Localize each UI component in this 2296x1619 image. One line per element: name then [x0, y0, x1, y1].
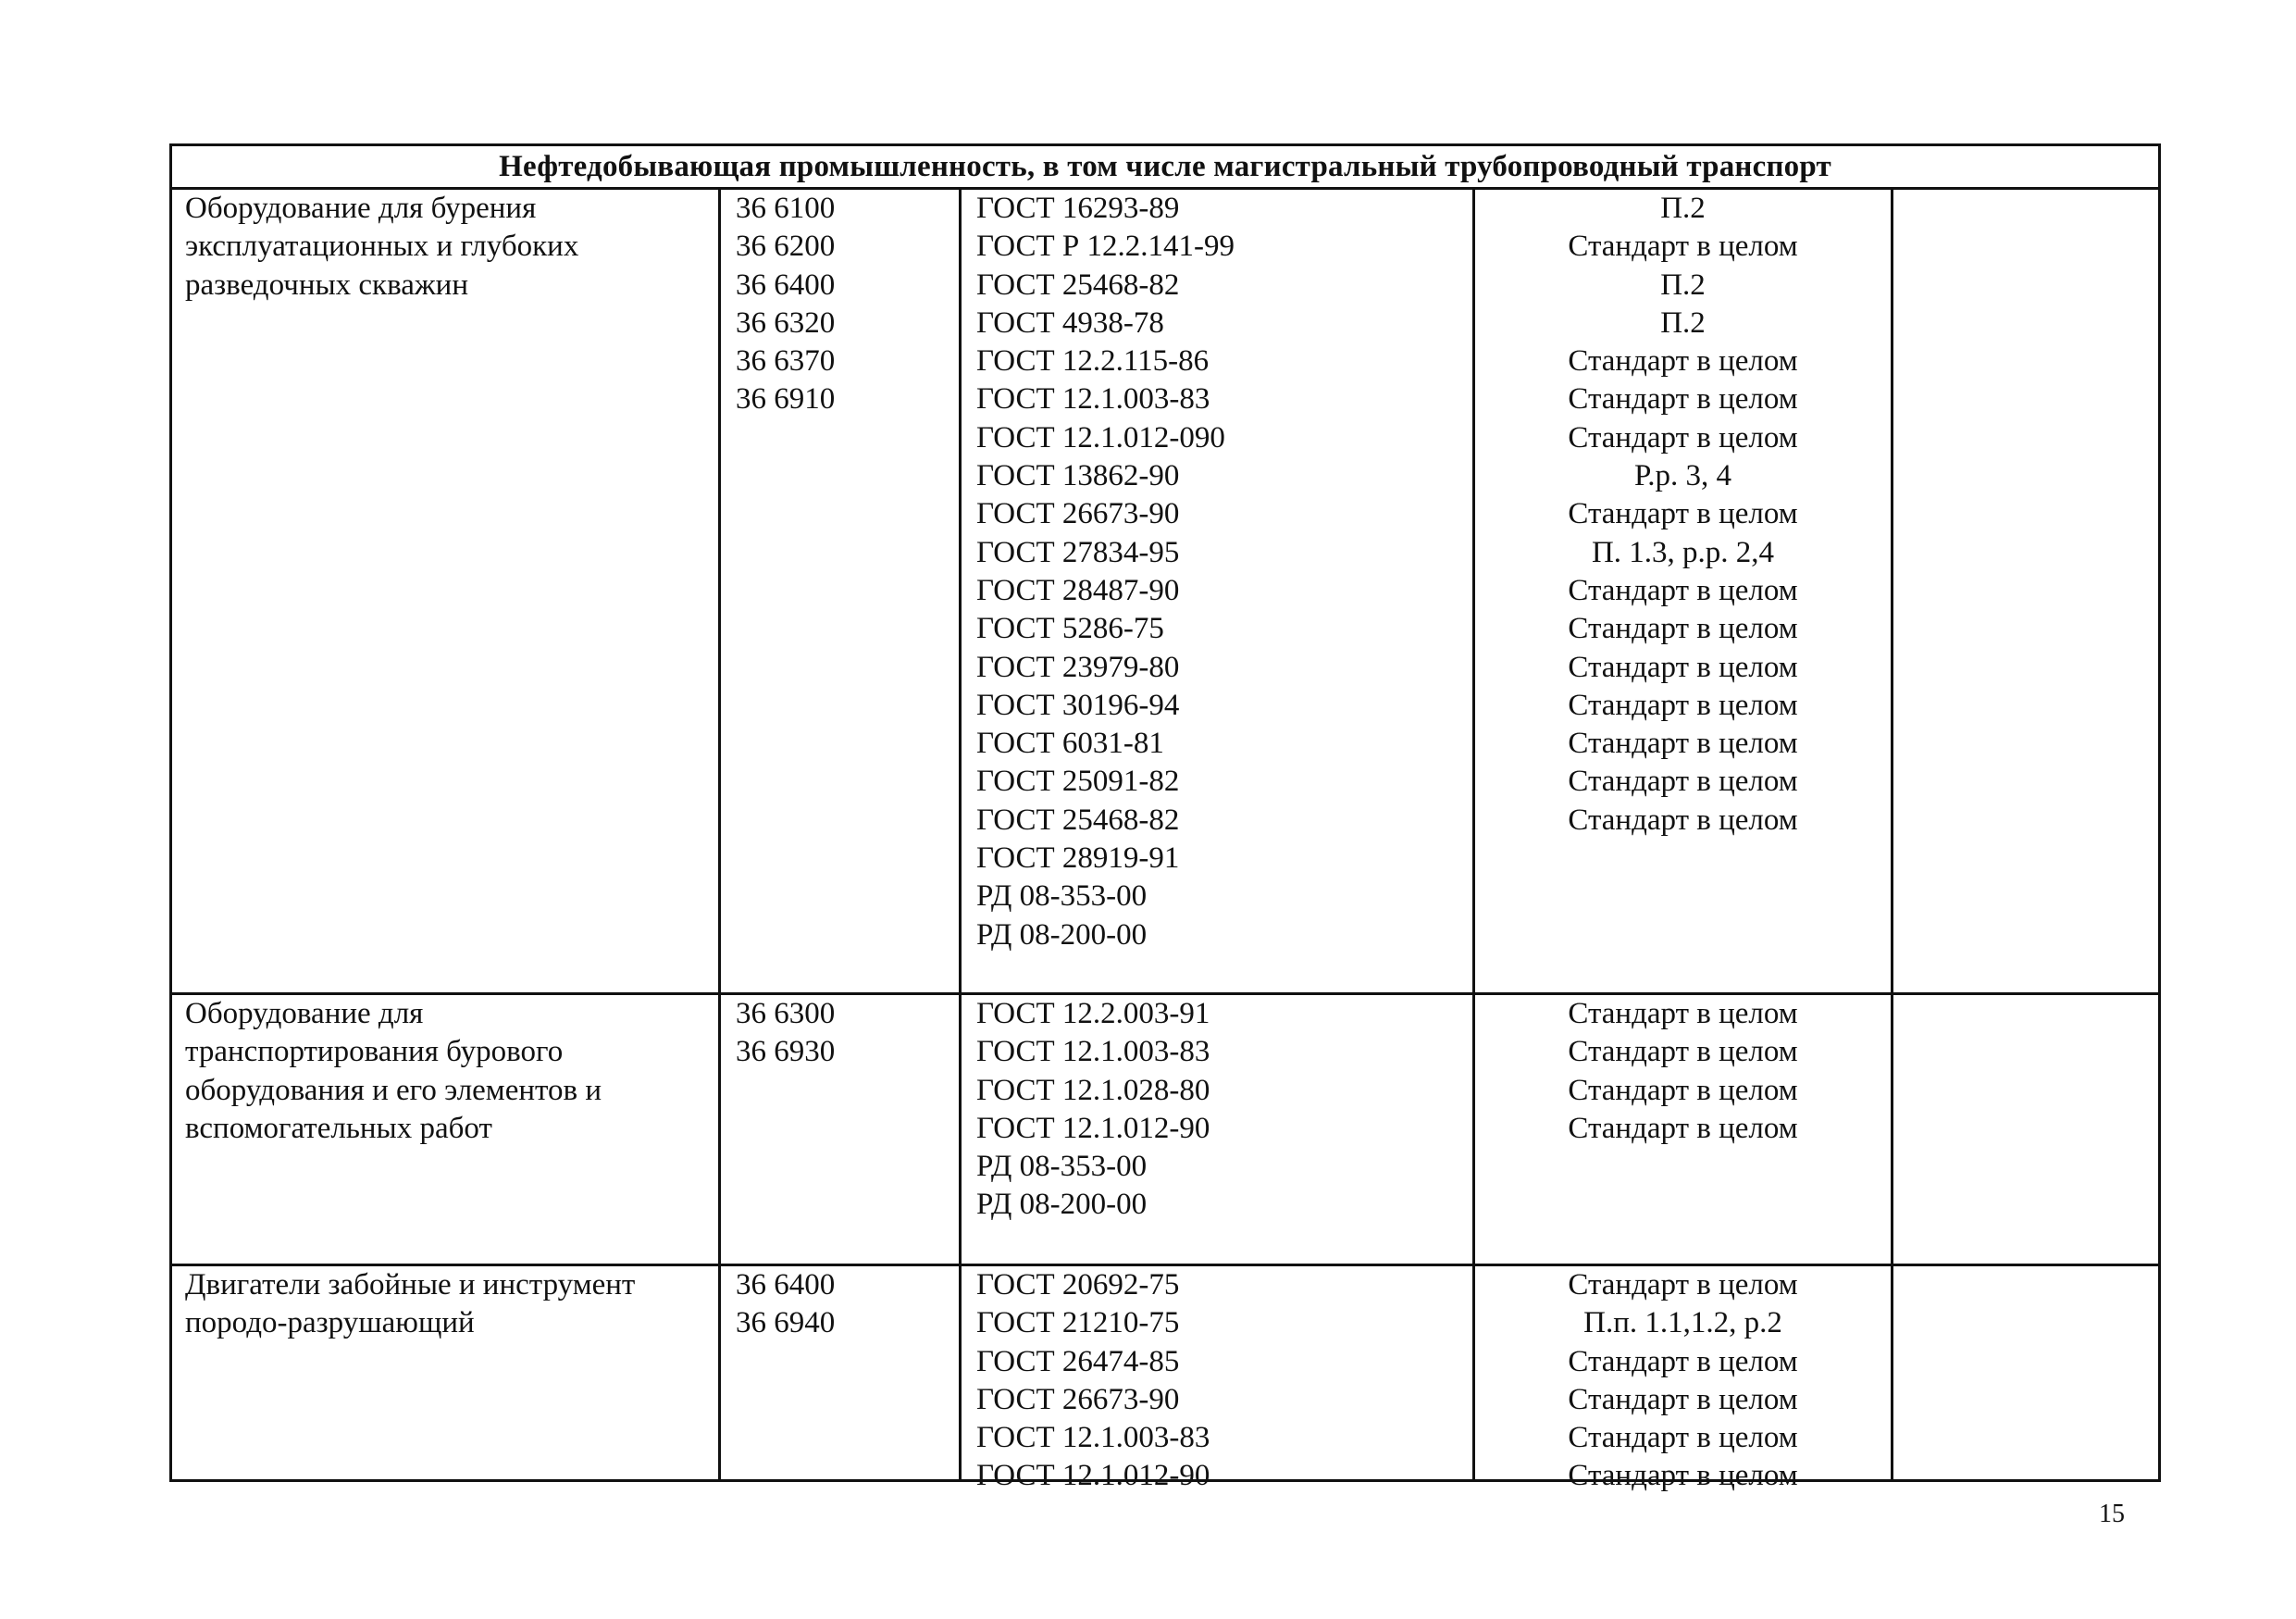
page-number: 15: [2099, 1500, 2125, 1528]
notes-cell: [1891, 1266, 2158, 1479]
cell-line: ГОСТ 12.2.115-86: [976, 344, 1210, 379]
applicable-clauses-cell: [1472, 995, 1891, 1264]
notes-cell: [1891, 190, 2158, 992]
okp-code-cell: [718, 1266, 959, 1479]
cell-line: Оборудование для: [185, 997, 424, 1030]
standards-table: [169, 143, 2161, 1493]
cell-line: Стандарт в целом: [1568, 230, 1798, 264]
equipment-name-cell: [172, 1266, 718, 1479]
cell-line: ГОСТ 20692-75: [976, 1268, 1180, 1301]
cell-line: Стандарт в целом: [1568, 650, 1798, 684]
cell-line: Стандарт в целом: [1568, 1268, 1798, 1301]
cell-line: 36 6400: [736, 268, 836, 302]
cell-line: Стандарт в целом: [1568, 344, 1798, 379]
cell-line: ГОСТ 26474-85: [976, 1344, 1180, 1378]
cell-line: РД 08-200-00: [976, 1188, 1148, 1222]
cell-line: 36 6300: [736, 997, 836, 1030]
cell-line: ГОСТ 25468-82: [976, 268, 1180, 302]
cell-line: П. 1.3, р.р. 2,4: [1591, 535, 1775, 569]
cell-line: П.п. 1.1,1.2, р.2: [1583, 1306, 1782, 1340]
cell-line: вспомогательных работ: [185, 1111, 492, 1145]
cell-line: транспортирования бурового: [185, 1035, 564, 1069]
cell-line: Стандарт в целом: [1568, 573, 1798, 607]
cell-line: ГОСТ 25091-82: [976, 765, 1180, 799]
cell-line: ГОСТ 5286-75: [976, 612, 1164, 646]
cell-line: 36 6320: [736, 305, 836, 340]
cell-line: 36 6100: [736, 192, 836, 225]
cell-line: ГОСТ 26673-90: [976, 1382, 1180, 1416]
cell-line: РД 08-200-00: [976, 917, 1148, 952]
table-row: [172, 995, 2158, 1266]
cell-line: Стандарт в целом: [1568, 1459, 1798, 1493]
cell-line: ГОСТ 28919-91: [976, 841, 1180, 876]
cell-line: ГОСТ 21210-75: [976, 1306, 1180, 1340]
cell-line: Оборудование для бурения: [185, 192, 537, 225]
cell-line: 36 6200: [736, 230, 836, 264]
cell-line: ГОСТ 16293-89: [976, 192, 1180, 225]
cell-line: ГОСТ 30196-94: [976, 688, 1180, 722]
cell-line: Стандарт в целом: [1568, 1073, 1798, 1107]
cell-line: Р.р. 3, 4: [1634, 459, 1731, 493]
cell-line: ГОСТ 12.1.003-83: [976, 1421, 1210, 1455]
cell-line: ГОСТ 13862-90: [976, 459, 1180, 493]
equipment-name-cell: [172, 995, 718, 1264]
cell-line: Стандарт в целом: [1568, 803, 1798, 837]
cell-line: породо-разрушающий: [185, 1306, 475, 1340]
normative-doc-cell: [959, 190, 1472, 992]
cell-line: П.2: [1660, 305, 1706, 340]
cell-line: Стандарт в целом: [1568, 765, 1798, 799]
cell-line: Стандарт в целом: [1568, 727, 1798, 761]
table-row: [172, 1266, 2158, 1493]
cell-line: 36 6940: [736, 1306, 836, 1340]
cell-line: оборудования и его элементов и: [185, 1073, 602, 1107]
table-header: Нефтедобывающая промышленность, в том числе магистральный трубопроводный транспорт: [172, 146, 2158, 190]
cell-line: разведочных скважин: [185, 268, 468, 302]
cell-line: 36 6370: [736, 344, 836, 379]
cell-line: ГОСТ 23979-80: [976, 650, 1180, 684]
cell-line: Стандарт в целом: [1568, 497, 1798, 531]
cell-line: ГОСТ 27834-95: [976, 535, 1180, 569]
cell-line: Стандарт в целом: [1568, 382, 1798, 417]
cell-line: ГОСТ 25468-82: [976, 803, 1180, 837]
cell-line: П.2: [1660, 268, 1706, 302]
cell-line: Стандарт в целом: [1568, 612, 1798, 646]
notes-cell: [1891, 995, 2158, 1264]
okp-code-cell: [718, 995, 959, 1264]
equipment-name-cell: [172, 190, 718, 992]
normative-doc-cell: [959, 1266, 1472, 1493]
cell-line: ГОСТ 12.2.003-91: [976, 997, 1210, 1030]
cell-line: ГОСТ Р 12.2.141-99: [976, 230, 1235, 264]
cell-line: Стандарт в целом: [1568, 688, 1798, 722]
cell-line: Стандарт в целом: [1568, 1035, 1798, 1069]
cell-line: Стандарт в целом: [1568, 997, 1798, 1030]
cell-line: РД 08-353-00: [976, 879, 1148, 914]
cell-line: РД 08-353-00: [976, 1150, 1148, 1184]
cell-line: Стандарт в целом: [1568, 1421, 1798, 1455]
cell-line: 36 6400: [736, 1268, 836, 1301]
cell-line: ГОСТ 26673-90: [976, 497, 1180, 531]
cell-line: ГОСТ 12.1.012-90: [976, 1111, 1210, 1145]
okp-code-cell: [718, 190, 959, 992]
normative-doc-cell: [959, 995, 1472, 1264]
applicable-clauses-cell: [1472, 190, 1891, 992]
cell-line: ГОСТ 12.1.012-90: [976, 1459, 1210, 1493]
cell-line: П.2: [1660, 192, 1706, 225]
table-row: [172, 190, 2158, 995]
cell-line: эксплуатационных и глубоких: [185, 230, 579, 264]
cell-line: ГОСТ 12.1.028-80: [976, 1073, 1210, 1107]
cell-line: Стандарт в целом: [1568, 1382, 1798, 1416]
cell-line: Стандарт в целом: [1568, 420, 1798, 455]
cell-line: ГОСТ 12.1.003-83: [976, 1035, 1210, 1069]
cell-line: ГОСТ 12.1.003-83: [976, 382, 1210, 417]
cell-line: 36 6910: [736, 382, 836, 417]
cell-line: Двигатели забойные и инструмент: [185, 1268, 636, 1301]
cell-line: ГОСТ 6031-81: [976, 727, 1164, 761]
cell-line: Стандарт в целом: [1568, 1344, 1798, 1378]
cell-line: 36 6930: [736, 1035, 836, 1069]
cell-line: ГОСТ 28487-90: [976, 573, 1180, 607]
cell-line: ГОСТ 4938-78: [976, 305, 1164, 340]
cell-line: ГОСТ 12.1.012-090: [976, 420, 1225, 455]
cell-line: Стандарт в целом: [1568, 1111, 1798, 1145]
applicable-clauses-cell: [1472, 1266, 1891, 1493]
